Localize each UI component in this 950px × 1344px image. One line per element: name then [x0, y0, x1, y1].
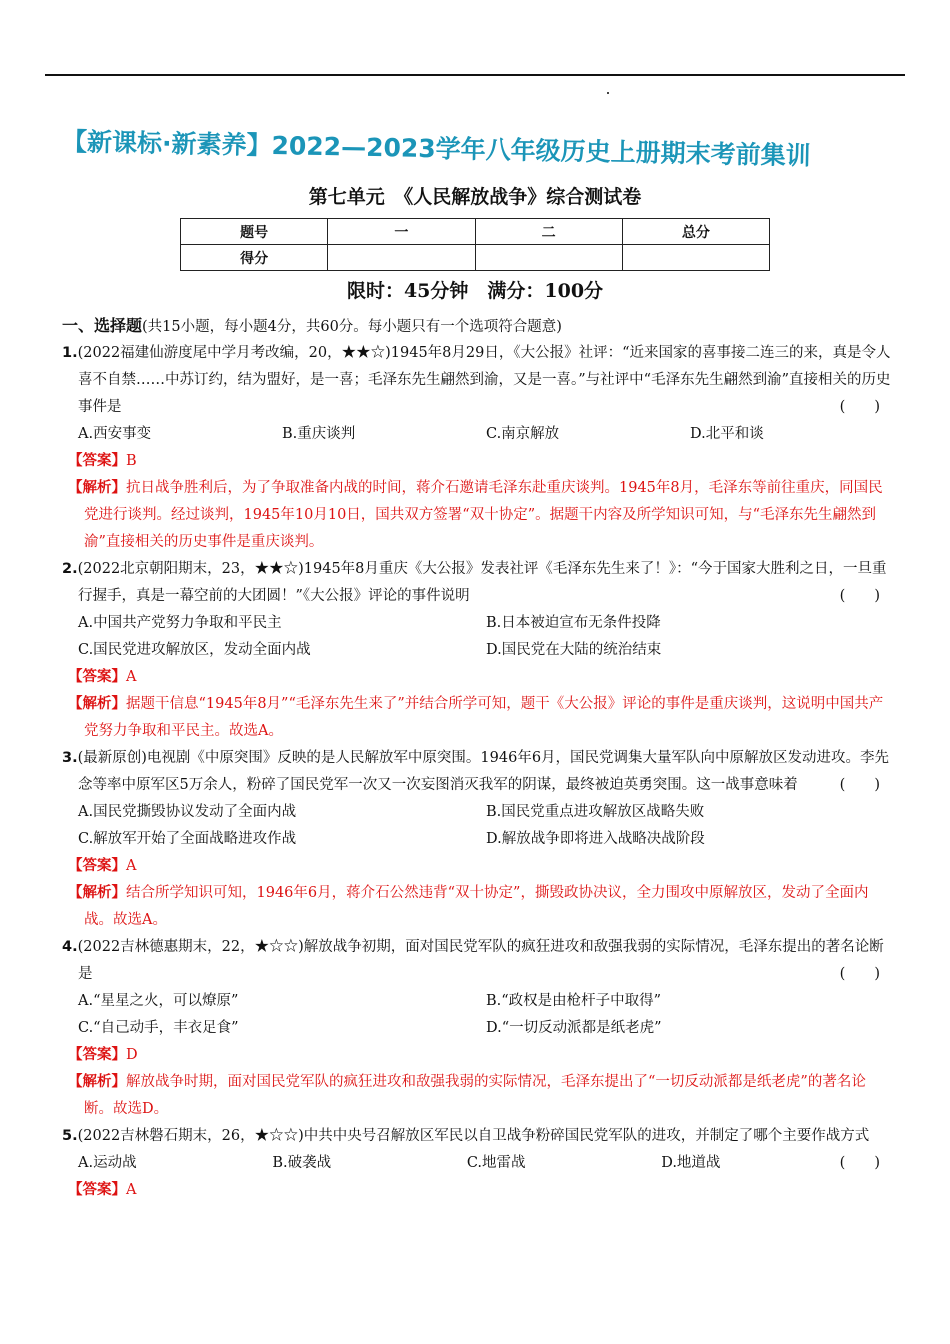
question-3: [62, 745, 894, 934]
option: C.地雷战: [466, 1155, 526, 1171]
answer-tag: 【答案】: [68, 858, 126, 874]
option: D.地道战: [661, 1155, 721, 1171]
answer-line: [62, 1177, 894, 1204]
answer-value: D: [126, 1047, 138, 1063]
explanation-text: 据题干信息“1945年8月”“毛泽东先生来了”并结合所学可知，题干《大公报》评论的事件是重庆谈判，这说明中国共产党努力争取和平民主。故选A。: [84, 696, 884, 739]
explanation-tag: 【解析】: [68, 480, 126, 496]
option: C.解放军开始了全面战略进攻作战: [78, 831, 297, 847]
explanation-text: 解放战争时期，面对国民党军队的疯狂进攻和敌强我弱的实际情况，毛泽东提出了“一切反动派都是纸老虎”的著名论断。故选D。: [84, 1074, 866, 1117]
answer-tag: 【答案】: [68, 453, 126, 469]
question-number: 1.: [62, 345, 78, 361]
score-cell: [622, 245, 769, 271]
question-1: [62, 340, 894, 556]
answer-line: [62, 853, 894, 880]
option: D.北平和谈: [690, 426, 764, 442]
option: A.“星星之火，可以燎原”: [78, 993, 239, 1009]
score-cell: [328, 245, 475, 271]
explanation-tag: 【解析】: [68, 696, 126, 712]
explanation-text: 结合所学知识可知，1946年6月，蒋介石公然违背“双十协定”，撕毁政协决议，全力围攻中原解放区，发动了全面内战。故选A。: [84, 885, 869, 928]
question-number: 3.: [62, 750, 78, 766]
question-2: [62, 556, 894, 745]
question-number: 4.: [62, 939, 78, 955]
score-cell: 一: [328, 219, 475, 245]
option: C.南京解放: [486, 426, 560, 442]
unit-title: 第七单元 《人民解放战争》综合测试卷: [308, 186, 642, 208]
score-table: [180, 218, 770, 271]
options: [62, 1015, 894, 1042]
explanation: [62, 1069, 894, 1123]
option: D.解放战争即将进入战略决战阶段: [486, 831, 705, 847]
question-stem: (2022吉林德惠期末，22，★☆☆)解放战争初期，面对国民党军队的疯狂进攻和敌强我弱的实际情况，毛泽东提出的著名论断是: [77, 939, 884, 982]
answer-tag: 【答案】: [68, 1047, 126, 1063]
question-number: 5.: [62, 1128, 78, 1144]
option: D.“一切反动派都是纸老虎”: [486, 1020, 662, 1036]
options: [62, 826, 894, 853]
answer-line: [62, 664, 894, 691]
options: [62, 610, 894, 637]
option: C.国民党进攻解放区，发动全面内战: [78, 642, 311, 658]
answer-value: A: [126, 669, 137, 685]
option: B.国民党重点进攻解放区战略失败: [486, 804, 705, 820]
answer-line: [62, 448, 894, 475]
explanation-text: 抗日战争胜利后，为了争取准备内战的时间，蒋介石邀请毛泽东赴重庆谈判。1945年8月，毛泽东等前往重庆，同国民党进行谈判。经过谈判，1945年10月10日，国共双方签署“双十协定”。据题干内容及所学知识可知，与“毛泽东先生翩然到渝”直接相关的历史事件是重庆谈判。: [84, 480, 883, 550]
banner-title: 【新课标·新素养】2022—2023学年八年级历史上册期末考前集训: [61, 127, 811, 171]
answer-blank: ( ): [839, 588, 880, 604]
question-stem: (2022吉林磐石期末，26，★☆☆)中共中央号召解放区军民以自卫战争粉碎国民党军队的进攻，并制定了哪个主要作战方式: [77, 1128, 870, 1144]
score-table-row: [181, 245, 770, 271]
explanation: [62, 691, 894, 745]
options: [62, 799, 894, 826]
option: B.“政权是由枪杆子中取得”: [486, 993, 662, 1009]
question-number: 2.: [62, 561, 78, 577]
question-stem: (2022福建仙游度尾中学月考改编，20，★★☆)1945年8月29日，《大公报》社评：“近来国家的喜事接二连三的来，真是令人喜不自禁……中苏订约，结为盟好，是一喜；毛泽东先生翩然到渝，又是一喜。”与社评中“毛泽东先生翩然到渝”直接相关的历史事件是: [77, 345, 891, 415]
option: A.中国共产党努力争取和平民主: [78, 615, 282, 631]
question-4: [62, 934, 894, 1123]
explanation-tag: 【解析】: [68, 885, 126, 901]
stray-mark: [607, 92, 609, 94]
score-cell: 得分: [181, 245, 328, 271]
option: B.重庆谈判: [282, 426, 356, 442]
explanation: [62, 880, 894, 934]
answer-blank: ( ): [839, 1155, 880, 1171]
option: A.西安事变: [78, 426, 152, 442]
question-list: [62, 340, 894, 1204]
answer-blank: ( ): [839, 777, 880, 793]
option: B.日本被迫宣布无条件投降: [486, 615, 661, 631]
option: C.“自己动手，丰衣足食”: [78, 1020, 239, 1036]
answer-blank: ( ): [839, 966, 880, 982]
option: D.国民党在大陆的统治结束: [486, 642, 662, 658]
answer-tag: 【答案】: [68, 1182, 126, 1198]
explanation-tag: 【解析】: [68, 1074, 126, 1090]
answer-value: A: [126, 858, 137, 874]
score-table-row: [181, 219, 770, 245]
score-cell: 题号: [181, 219, 328, 245]
section-title: 一、选择题: [62, 316, 143, 335]
section-note: (共15小题，每小题4分，共60分。每小题只有一个选项符合题意): [142, 319, 562, 335]
score-cell: 总分: [622, 219, 769, 245]
question-stem: (最新原创)电视剧《中原突围》反映的是人民解放军中原突围。1946年6月，国民党调集大量军队向中原解放区发动进攻。李先念等率中原军区5万余人，粉碎了国民党军一次又一次妄图消灭我军的阴谋，最终被迫英勇突围。这一战事意味着: [77, 750, 890, 793]
score-cell: 二: [475, 219, 622, 245]
explanation: [62, 475, 894, 556]
option: A.运动战: [78, 1155, 137, 1171]
options: [62, 637, 894, 664]
answer-value: A: [126, 1182, 137, 1198]
answer-line: [62, 1042, 894, 1069]
score-cell: [475, 245, 622, 271]
answer-tag: 【答案】: [68, 669, 126, 685]
options: [62, 1150, 856, 1177]
section-heading: [62, 313, 562, 336]
time-limit: 限时：45分钟 满分：100分: [346, 280, 604, 302]
top-rule: [45, 74, 905, 76]
answer-value: B: [126, 453, 137, 469]
options: [62, 421, 894, 448]
question-stem: (2022北京朝阳期末，23，★★☆)1945年8月重庆《大公报》发表社评《毛泽东先生来了！》：“今于国家大胜利之日，一旦重行握手，真是一幕空前的大团圆！”《大公报》评论的事件说明: [77, 561, 887, 604]
option: A.国民党撕毁协议发动了全面内战: [78, 804, 297, 820]
option: B.破袭战: [272, 1155, 332, 1171]
answer-blank: ( ): [839, 399, 880, 415]
options: [62, 988, 894, 1015]
question-5: [62, 1123, 894, 1204]
